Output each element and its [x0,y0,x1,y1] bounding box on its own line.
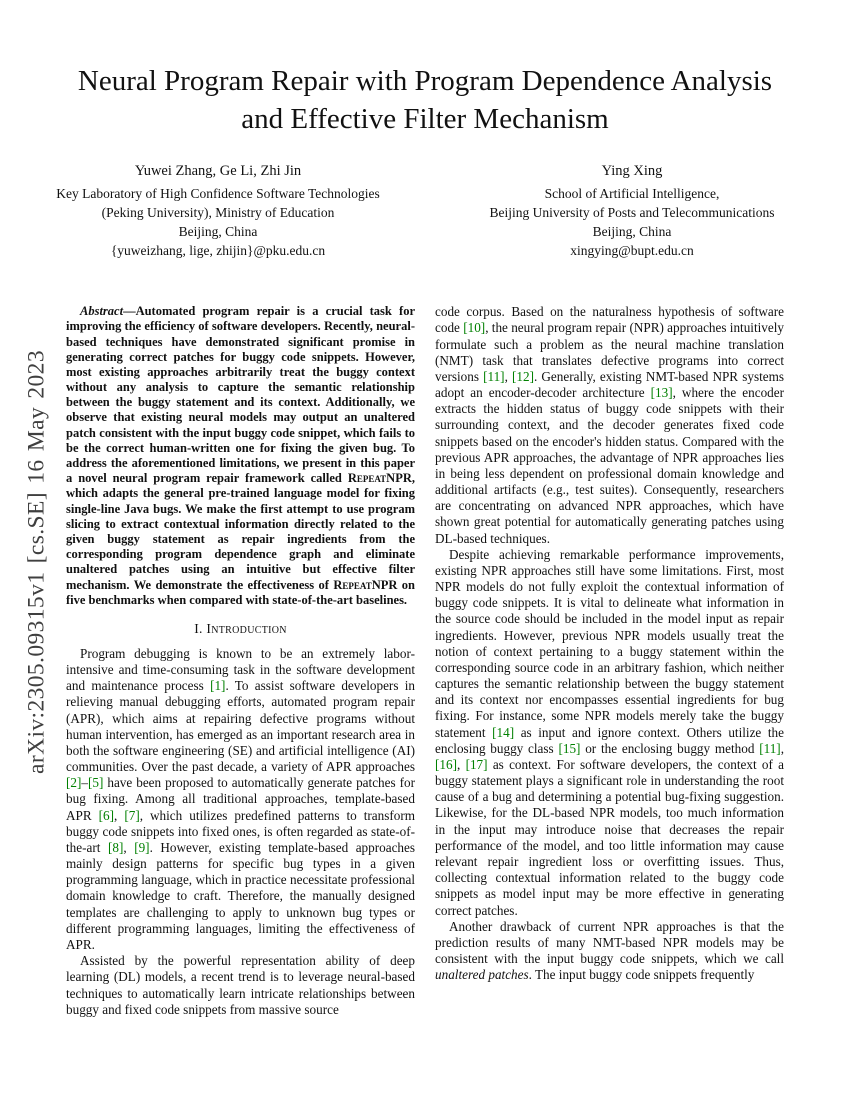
author-affiliation-line: Beijing University of Posts and Telecommunications [489,204,775,220]
author-block-left [38,163,398,261]
author-affiliation-line: Key Laboratory of High Confidence Software Technologies [56,185,380,201]
paper-title: Neural Program Repair with Program Dependence Analysis and Effective Filter Mechanism [77,65,773,136]
citation-link[interactable]: [12] [511,368,534,384]
citation-link[interactable]: [15] [558,740,581,756]
citation-link[interactable]: [13] [650,385,673,401]
citation-link[interactable]: [14] [492,724,515,740]
abstract [66,304,415,608]
citation-link[interactable]: [5] [87,775,104,791]
arxiv-watermark: arXiv:2305.09315v1 [cs.SE] 16 May 2023 [23,350,50,774]
citation-link[interactable]: [11] [759,740,781,756]
section-heading-introduction: I. Introduction [194,620,287,636]
citation-link[interactable]: [16] [435,756,457,772]
left-column [66,304,415,1018]
paragraph: Assisted by the powerful representation ability of deep learning (DL) models, a recent trend is to leverage neural-based techniques to automatically learn intricate relationships between buggy and fixed code snippets from massive source [66,953,415,1017]
citation-link[interactable]: [10] [463,320,486,336]
author-affiliation-line: School of Artificial Intelligence, [544,185,720,201]
paragraph: Another drawback of current NPR approaches is that the prediction results of many NMT-based NPR models may be consistent with the input buggy code snippets, which we call unaltered patches. The input buggy code snippets frequently [435,918,784,983]
author-affiliation-line: Beijing, China [178,223,258,239]
abstract-label: Abstract [80,304,124,319]
author-affiliation-line: Beijing, China [592,223,672,239]
right-column [435,304,784,1018]
paragraph: code corpus. Based on the naturalness hypothesis of software code [10], the neural program repair (NPR) approaches intuitively formulate such a problem as the neural machine translation (NMT) task that translates defective programs into correct versions [11], [12]. Generally, existing NMT-based NPR systems adopt an encoder-decoder architecture [13], where the encoder extracts the hidden status of buggy code snippets with their surrounding context, and the decoder generates fixed code snippets based on the encoder's hidden status. Compared with the previous APR approaches, the advantage of NPR approaches lies in being less dependent on professional domain knowledge and additional artifacts (e.g., test suites). Consequently, researchers are concentrating on advanced NPR approaches, which have shown great potential for automatically generating patches using DL-based techniques. [435,304,785,546]
citation-link[interactable]: [1] [210,678,226,694]
citation-link[interactable]: [8] [107,839,124,855]
abstract-text: —Automated program repair is a crucial task for improving the efficiency of software developers. Recently, neural-based techniques have demonstrated significant promise in generating correct patches for buggy code snippets. However, most existing approaches arbitrarily treat the buggy context without any analysis to capture the semantic relationship between the buggy statement and its context. Additionally, we observe that existing neural models may output an unaltered patch consistent with the input buggy code snippet, which fails to be the correct human-written one for fixing the given bug. To address the aforementioned limitations, we present in this paper a novel neural program repair framework called RepeatNPR, which adapts the general pre-trained language model for fixing single-line Java bugs. We make the first attempt to use program slicing to extract contextual information directly related to the given buggy statement as repair ingredients from the corresponding program dependence graph and eliminate unaltered patches using an intuitive but effective filter mechanism. We demonstrate the effectiveness of RepeatNPR on five benchmarks when compared with state-of-the-art baselines. [66,304,416,607]
author-email: xingying@bupt.edu.cn [570,243,694,258]
citation-link[interactable]: [2] [66,775,82,791]
citation-link[interactable]: [6] [98,807,115,823]
paragraph: Despite achieving remarkable performance improvements, existing NPR approaches still have some limitations. First, most NPR models do not fully exploit the contextual information of buggy code snippets. It is vital to delineate what information in the source code should be included in the model input as repair ingredients. However, previous NPR models usually treat the notion of context pertaining to a buggy statement within the corresponding source code in an arbitrary fashion, which neither captures the semantic relationship between the buggy statement and its context nor encompasses essential ingredients for bug fixing. For instance, some NPR models merely take the buggy statement [14] as input and ignore context. Others utilize the enclosing buggy class [15] or the enclosing buggy method [11], [16], [17] as context. For software developers, the context of a buggy statement plays a significant role in understanding the root cause of a bug and determining a potential bug-fixing suggestion. Likewise, for the DL-based NPR models, too much information in the input may introduce noise that decreases the repair performance of the model, and too little information may cause relevant repair ingredient loss or overfitting issues. Thus, collecting contextual information related to the buggy code snippets as model input may be more effective in generating correct patches. [435,546,784,918]
author-names: Yuwei Zhang, Ge Li, Zhi Jin [134,162,302,179]
paragraph: Program debugging is known to be an extremely labor-intensive and time-consuming task in the software development and maintenance process [1]. To assist software developers in relieving manual debugging efforts, automated program repair (APR), which aims at repairing defective programs without human intervention, has emerged as an important research area in both the software engineering (SE) and artificial intelligence (AI) communities. Over the past decade, a variety of APR approaches [2]–[5] have been proposed to automatically generate patches for bug fixing. Among all traditional approaches, template-based APR [6], [7], which utilizes predefined patterns to transform buggy code snippets into fixed ones, is often regarded as state-of-the-art [8], [9]. However, existing template-based approaches mainly design patterns for specific bug types in a given programming language, which in practice necessitate professional domain knowledge to craft. Therefore, the manually designed templates are challenging to apply to unknown bug types or different programming languages, limiting the effectiveness of APR. [66,645,416,952]
two-column-body [0,304,850,1018]
author-affiliation-line: (Peking University), Ministry of Education [101,204,335,220]
citation-link[interactable]: [9] [134,839,150,855]
citation-link[interactable]: [11] [483,368,505,384]
author-section [0,163,850,261]
author-email: {yuweizhang, lige, zhijin}@pku.edu.cn [110,243,326,258]
citation-link[interactable]: [7] [124,807,140,823]
citation-link[interactable]: [17] [465,756,488,772]
author-block-right [452,163,812,261]
author-names: Ying Xing [601,162,663,179]
